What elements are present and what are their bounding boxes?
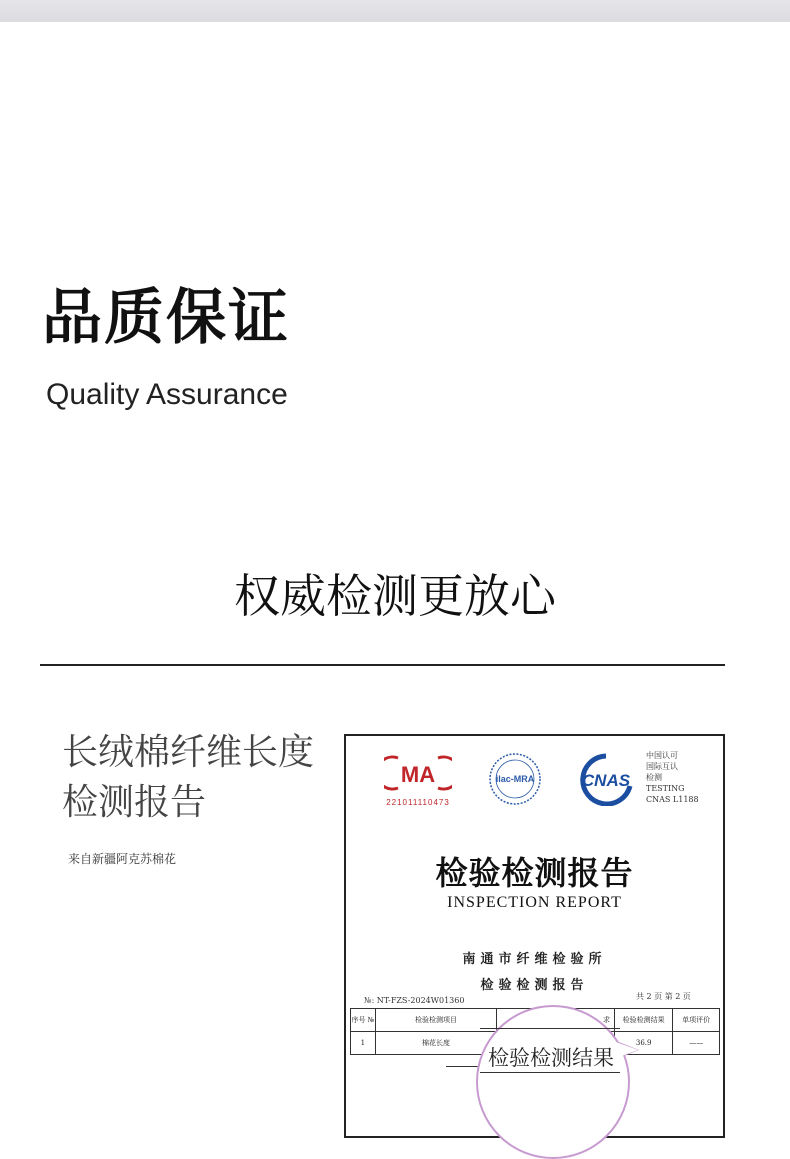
table-header-cell: 求 <box>497 1009 615 1032</box>
report-origin: 来自新疆阿克苏棉花 <box>68 852 177 866</box>
report-page-info: 共 2 页 第 2 页 <box>636 992 691 1001</box>
report-heading <box>62 728 314 828</box>
cnas-label: CNAS <box>581 771 631 790</box>
certification-logos <box>346 736 723 816</box>
table-header-cell: 检验检测项目 <box>375 1009 497 1032</box>
report-subtitle: INSPECTION REPORT <box>447 894 622 911</box>
report-number: №: NT-FZS-2024W01360 <box>364 996 465 1005</box>
divider <box>40 664 725 666</box>
table-cell: 36.9 <box>614 1032 672 1055</box>
table-header-cell: 单项评价 <box>673 1009 720 1032</box>
table-cell: —— <box>673 1032 720 1055</box>
ilac-mra-icon <box>488 752 542 806</box>
report-title: 检验检测报告 <box>435 854 634 892</box>
slogan: 权威检测更放心 <box>234 569 556 623</box>
magnifier-text: 检验检测结果 <box>488 1046 614 1070</box>
top-bar <box>0 0 790 22</box>
table-header-cell: 检验检测结果 <box>614 1009 672 1032</box>
magnifier-pointer <box>616 1042 638 1058</box>
table-cell: 1 <box>351 1032 376 1055</box>
magnifier-line-top <box>480 1028 620 1029</box>
cnas-text-line: TESTING <box>646 784 685 793</box>
page-subtitle: Quality Assurance <box>46 378 288 411</box>
table-cell: 棉花长度 <box>375 1032 497 1055</box>
cnas-text-line: 检测 <box>646 773 662 782</box>
cnas-icon <box>572 752 640 806</box>
report-heading-line2: 检测报告 <box>62 782 207 823</box>
cnas-text-line: 国际互认 <box>646 762 678 771</box>
cnas-accreditation-text <box>646 750 699 805</box>
ilac-label: ilac-MRA <box>495 774 535 784</box>
cnas-text-line: CNAS L1188 <box>646 795 699 804</box>
report-heading-line1: 长绒棉纤维长度 <box>62 732 315 773</box>
report-organization: 南通市纤维检验所 <box>462 952 607 967</box>
cma-label: MA <box>400 762 436 787</box>
cma-number: 221011110473 <box>386 798 450 807</box>
cma-logo <box>384 754 452 807</box>
page-title: 品质保证 <box>42 283 290 353</box>
cnas-text-line: 中国认可 <box>646 751 678 760</box>
table-header-cell: 序号 № <box>351 1009 376 1032</box>
magnifier-line-bottom <box>480 1072 620 1073</box>
cma-icon <box>384 754 452 792</box>
report-doc-type: 检验检测报告 <box>480 978 589 993</box>
